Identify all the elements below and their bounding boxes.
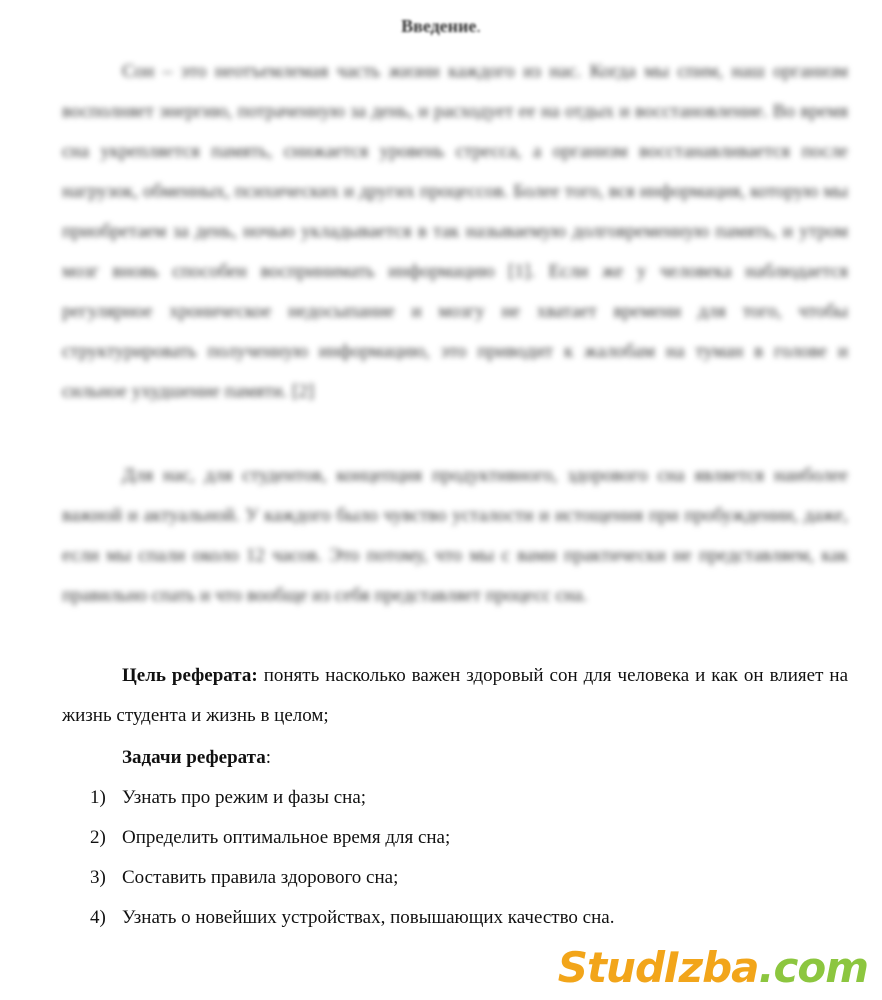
goal-text: понять насколько важен здоровый сон для человека и как он влияет на жизнь студента и жизнь в целом;: [62, 665, 849, 726]
goal-paragraph: [62, 656, 848, 736]
title-text: Введение: [401, 16, 477, 36]
list-item-text: Узнать о новейших устройствах, повышающих качество сна.: [122, 907, 615, 928]
page-title: [0, 16, 882, 37]
intro-paragraph-2: Для нас, для студентов, концепция продуктивного, здорового сна является наиболее важной и актуальной. У каждого было чувство усталости и истощения при пробуждении, даже, если мы спали около 12 часов. Это потому, что мы с вами практически не представляем, как правильно спать и что вообще из себя представляет процесс сна.: [62, 465, 848, 606]
tasks-heading: [122, 738, 271, 778]
logo-part-2: .com: [758, 943, 868, 992]
list-item-text: Определить оптимальное время для сна;: [122, 827, 451, 848]
list-item-text: Составить правила здорового сна;: [122, 867, 399, 888]
logo-part-1: StudIzba: [557, 943, 759, 992]
list-item-text: Узнать про режим и фазы сна;: [122, 787, 367, 808]
studizba-watermark-logo: [558, 943, 868, 992]
list-item-number: 2): [90, 827, 106, 848]
list-item: [90, 778, 850, 818]
goal-label: Цель реферата:: [122, 665, 258, 686]
list-item: [90, 818, 850, 858]
tasks-list: [90, 778, 850, 938]
tasks-colon: :: [265, 747, 272, 768]
list-item-number: 3): [90, 867, 106, 888]
list-item: [90, 858, 850, 898]
title-dot: .: [476, 16, 481, 36]
tasks-label: Задачи реферата: [122, 747, 266, 768]
list-item: [90, 898, 850, 938]
list-item-number: 1): [90, 787, 106, 808]
list-item-number: 4): [90, 907, 106, 928]
intro-paragraph-1: Сон – это неотъемлемая часть жизни каждого из нас. Когда мы спим, наш организм восполняет энергию, потраченную за день, и расходует ее на отдых и восстановление. Во время сна укрепляется память, снижается уровень стресса, а организм восстанавливается после нагрузок, обменных, психических и других процессов. Более того, вся информация, которую мы приобретаем за день, ночью укладывается в так называемую долговременную память, и утром мозг вновь способен воспринимать информацию [1]. Если же у человека наблюдается регулярное хроническое недосыпание и мозгу не хватает времени для того, чтобы структурировать полученную информацию, это приводит к жалобам на туман в голове и сильное ухудшение памяти. [2]: [62, 61, 848, 402]
